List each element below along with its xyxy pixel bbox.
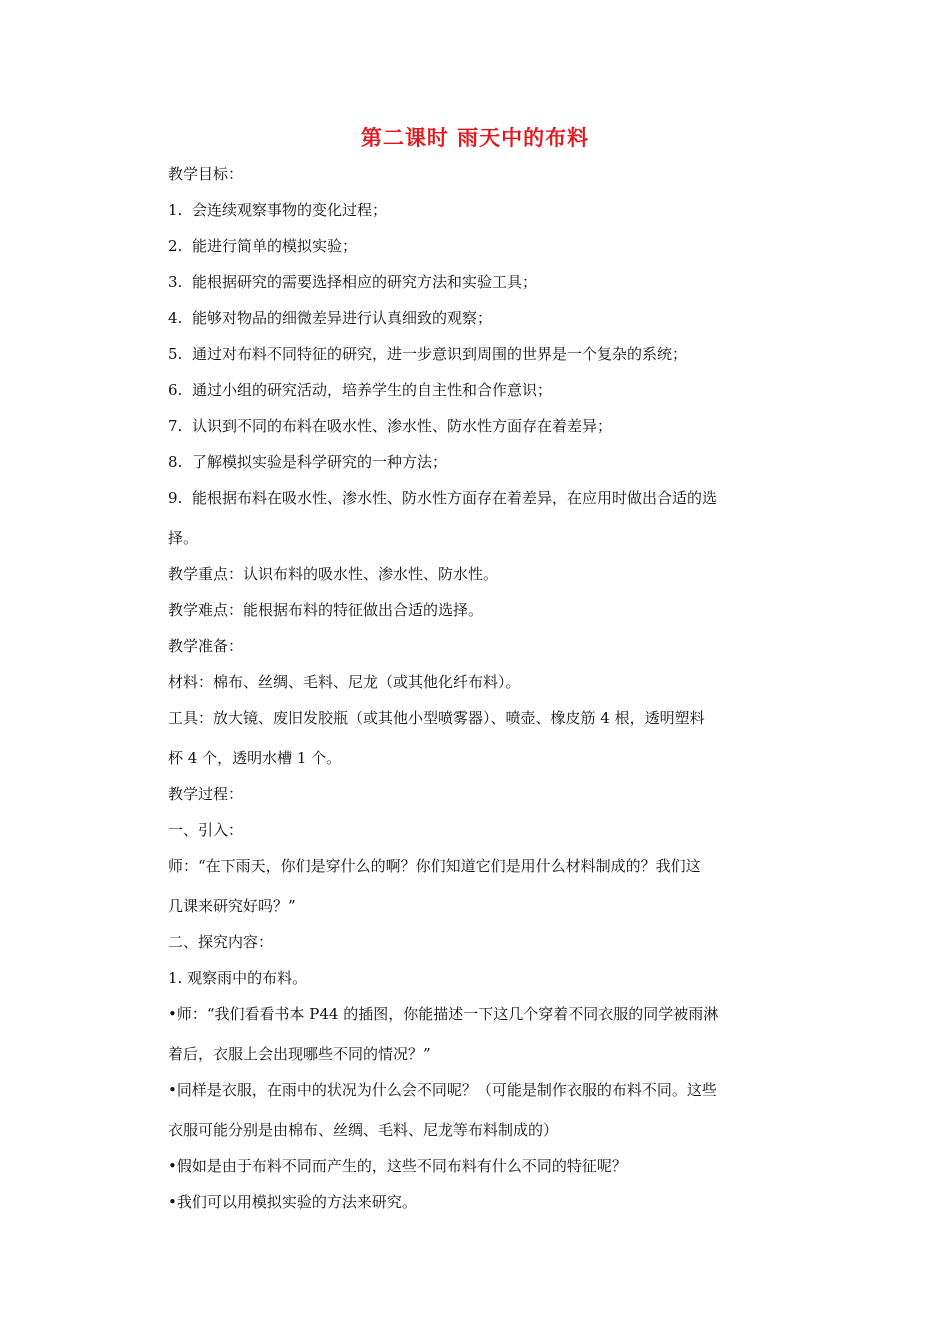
objective-text: 通过对布料不同特征的研究，进一步意识到周围的世界是一个复杂的系统； — [192, 345, 688, 363]
objective-item — [168, 452, 447, 472]
prep-heading: 教学准备： — [168, 637, 244, 655]
bullet-item: •假如是由于布料不同而产生的，这些不同布料有什么不同的特征呢？ — [168, 1157, 627, 1175]
objective-item — [168, 272, 537, 292]
objective-number: 7. — [168, 417, 183, 435]
objective-number: 8. — [168, 453, 183, 471]
tools-line: 杯 4 个，透明水槽 1 个。 — [168, 749, 342, 767]
tools-line: 工具：放大镜、废旧发胶瓶（或其他小型喷雾器）、喷壶、橡皮筋 4 根，透明塑料 — [168, 709, 705, 727]
process-heading: 教学过程： — [168, 785, 244, 803]
objective-item — [168, 200, 387, 220]
bullet-item: •我们可以用模拟实验的方法来研究。 — [168, 1193, 417, 1211]
objective-text: 能根据研究的需要选择相应的研究方法和实验工具； — [192, 273, 538, 291]
objective-number: 6. — [168, 381, 183, 399]
objective-text: 通过小组的研究活动，培养学生的自主性和合作意识； — [192, 381, 553, 399]
objective-text: 会连续观察事物的变化过程； — [192, 201, 388, 219]
page-title: 第二课时 雨天中的布料 — [360, 126, 590, 150]
intro-paragraph: 师：“在下雨天，你们是穿什么的啊？你们知道它们是用什么材料制成的？我们这 — [168, 857, 701, 875]
intro-paragraph: 几课来研究好吗？” — [168, 897, 296, 915]
objective-text: 能够对物品的细微差异进行认真细致的观察； — [192, 309, 493, 327]
objective-item — [168, 488, 717, 508]
objective-text: 了解模拟实验是科学研究的一种方法； — [192, 453, 448, 471]
objective-number: 3. — [168, 273, 183, 291]
bullet-item: 着后，衣服上会出现哪些不同的情况？” — [168, 1045, 431, 1063]
key-point: 教学重点：认识布料的吸水性、渗水性、防水性。 — [168, 565, 499, 583]
objective-continuation: 择。 — [168, 529, 199, 547]
objective-number: 5. — [168, 345, 183, 363]
materials: 材料：棉布、丝绸、毛料、尼龙（或其他化纤布料）。 — [168, 673, 521, 691]
section-heading: 一、引入： — [168, 821, 244, 839]
bullet-item: •师：“我们看看书本 P44 的插图，你能描述一下这几个穿着不同衣服的同学被雨淋 — [168, 1005, 719, 1023]
objective-item — [168, 344, 687, 364]
section-heading: 二、探究内容： — [168, 933, 274, 951]
bullet-item: 衣服可能分别是由棉布、丝绸、毛料、尼龙等布料制成的） — [168, 1121, 559, 1139]
objective-text: 认识到不同的布料在吸水性、渗水性、防水性方面存在着差异； — [192, 417, 613, 435]
step-item: 1. 观察雨中的布料。 — [168, 969, 308, 987]
objective-text: 能根据布料在吸水性、渗水性、防水性方面存在着差异，在应用时做出合适的选 — [192, 489, 718, 507]
objective-item — [168, 380, 552, 400]
objective-item — [168, 308, 492, 328]
difficulty: 教学难点：能根据布料的特征做出合适的选择。 — [168, 601, 484, 619]
objective-text: 能进行简单的模拟实验； — [192, 237, 358, 255]
objective-number: 2. — [168, 237, 183, 255]
objectives-heading: 教学目标： — [168, 165, 244, 183]
objective-item — [168, 236, 357, 256]
objective-number: 1. — [168, 201, 183, 219]
objective-number: 9. — [168, 489, 183, 507]
objective-item — [168, 416, 612, 436]
bullet-item: •同样是衣服，在雨中的状况为什么会不同呢？（可能是制作衣服的布料不同。这些 — [168, 1081, 717, 1099]
objective-number: 4. — [168, 309, 183, 327]
